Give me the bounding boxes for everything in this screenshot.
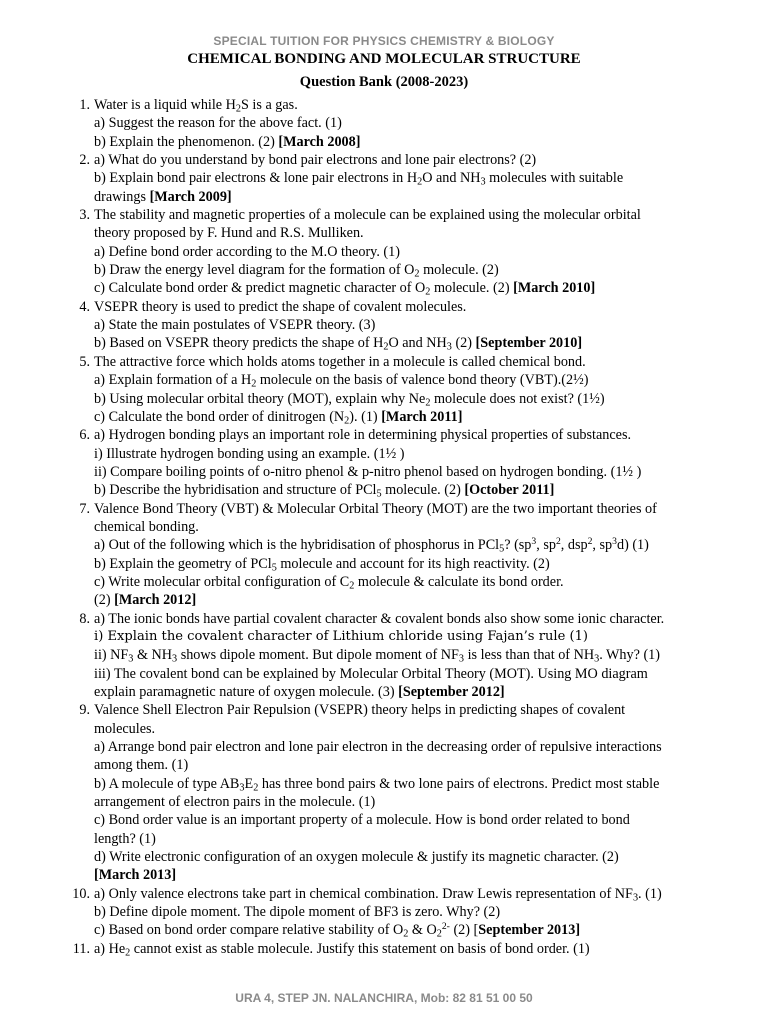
question-text: iii) The covalent bond can be explained by Molecular Orbital Theory (MOT). Using MO diagram	[94, 665, 648, 682]
formula-subscript: 2	[414, 268, 420, 280]
question-text: molecule & calculate its bond order.	[354, 573, 564, 590]
question-text: , sp	[592, 537, 613, 554]
question-text: VSEPR theory is used to predict the shape of covalent molecules.	[94, 298, 467, 315]
question-text: b) Explain the phenomenon. (2)	[94, 133, 279, 150]
exam-session-tag: [September 2010]	[475, 335, 583, 352]
formula-subscript: 2	[251, 378, 257, 390]
question-text: b) Define dipole moment. The dipole moment of BF3 is zero. Why? (2)	[94, 904, 501, 921]
question-text: among them. (1)	[94, 757, 189, 774]
exam-session-tag: [September 2012]	[398, 684, 505, 700]
question-line	[94, 738, 726, 756]
question-text: (2)	[451, 335, 476, 352]
question-line	[94, 683, 726, 701]
formula-subscript: 3	[594, 653, 600, 665]
question-text: molecule. (2)	[430, 280, 514, 297]
question-text: O and NH	[388, 335, 447, 352]
question-line	[94, 334, 726, 352]
question-line	[94, 756, 726, 774]
question-text: a) Hydrogen bonding plays an important role in determining physical properties of substances.	[94, 427, 632, 444]
question-text: arrangement of electron pairs in the molecule. (1)	[94, 794, 376, 811]
question-text: theory proposed by F. Hund and R.S. Mulliken.	[94, 225, 364, 242]
formula-subscript: 3	[239, 782, 245, 794]
question-line	[94, 316, 726, 334]
formula-supscript: 3	[531, 536, 537, 548]
formula-supscript: 2	[555, 536, 561, 548]
formula-supscript: 3	[612, 536, 617, 548]
formula-subscript: 3	[172, 653, 178, 665]
question-line	[94, 133, 726, 151]
exam-session-tag: [March 2009]	[149, 188, 232, 205]
question-number: 11.	[72, 940, 90, 957]
formula-subscript: 2	[425, 397, 431, 409]
question-text: length? (1)	[94, 830, 156, 847]
exam-session-tag: [March 2010]	[513, 280, 596, 297]
question-text: explain paramagnetic nature of oxygen molecule. (3)	[94, 684, 399, 700]
exam-session-tag: [October 2011]	[464, 482, 555, 499]
question-line	[94, 408, 726, 426]
question-line	[94, 866, 726, 884]
question-text: & NH	[133, 647, 173, 664]
question-text: & O	[408, 922, 437, 939]
question-line	[94, 848, 726, 866]
question-text: d) (1)	[616, 537, 649, 554]
question-line	[94, 169, 726, 187]
question-item	[66, 298, 726, 353]
question-line	[94, 610, 726, 628]
exam-session-tag: [March 2013]	[94, 867, 177, 884]
question-number: 6.	[79, 427, 90, 444]
formula-subscript: 2	[417, 176, 423, 188]
formula-subscript: 2	[349, 580, 355, 592]
question-line	[94, 555, 726, 573]
question-text: . Why? (1)	[599, 647, 660, 664]
formula-subscript: 2	[383, 342, 389, 354]
question-item	[66, 701, 726, 884]
question-text: c) Write molecular orbital configuration of C	[94, 573, 350, 590]
question-text: b) Based on VSEPR theory predicts the shape of H	[94, 335, 384, 352]
question-text: a) State the main postulates of VSEPR theory. (3)	[94, 317, 376, 334]
question-text: c) Bond order value is an important property of a molecule. How is bond order related to bond	[94, 812, 630, 829]
question-text: d) Write electronic configuration of an oxygen molecule & justify its magnetic character. (2)	[94, 849, 619, 866]
question-text: a) What do you understand by bond pair electrons and lone pair electrons? (2)	[94, 152, 537, 169]
question-text: Valence Bond Theory (VBT) & Molecular Orbital Theory (MOT) are the two important theories of	[94, 500, 657, 517]
question-line	[94, 940, 726, 958]
question-line	[94, 885, 726, 903]
question-text: b) Using molecular orbital theory (MOT), explain why Ne	[94, 390, 426, 407]
question-text: drawings	[94, 188, 150, 205]
question-line	[94, 646, 726, 664]
question-line	[94, 811, 726, 829]
formula-subscript: 2	[403, 929, 409, 941]
formula-subscript: 5	[376, 488, 382, 500]
question-item	[66, 151, 726, 206]
question-number: 1.	[79, 97, 90, 113]
formula-subscript: 2	[436, 929, 442, 941]
question-line	[94, 426, 726, 444]
question-text: molecule. (2)	[381, 482, 465, 499]
question-line	[94, 371, 726, 389]
question-text: . (1)	[638, 885, 662, 902]
question-text: chemical bonding.	[94, 518, 199, 535]
question-line	[94, 298, 726, 316]
question-line	[94, 96, 726, 114]
question-line	[94, 206, 726, 224]
question-text: b) Explain bond pair electrons & lone pair electrons in H	[94, 170, 418, 187]
question-item	[66, 885, 726, 940]
question-text: molecule and account for its high reactivity. (2)	[276, 555, 550, 572]
formula-subscript: 5	[499, 543, 505, 555]
formula-subscript: 3	[458, 653, 465, 665]
question-line	[94, 188, 726, 206]
question-text: Water is a liquid while H	[94, 97, 236, 113]
question-line	[94, 151, 726, 169]
question-text: c) Calculate bond order & predict magnetic character of O	[94, 280, 426, 297]
question-text: O and NH	[422, 170, 481, 187]
question-line	[94, 830, 726, 848]
question-item	[66, 500, 726, 610]
question-line	[94, 353, 726, 371]
document-subtitle: Question Bank (2008-2023)	[299, 74, 469, 90]
question-text: a) Explain formation of a H	[94, 372, 252, 389]
question-item	[66, 426, 726, 499]
question-line	[94, 536, 726, 554]
question-text: , sp	[536, 537, 556, 554]
question-text: (2)	[94, 592, 115, 609]
question-text: molecule does not exist? (1½)	[430, 390, 605, 407]
question-number: 8.	[79, 610, 90, 627]
question-text: i) Illustrate hydrogen bonding using an example. (1½ )	[94, 445, 405, 462]
formula-subscript: 3	[446, 342, 452, 354]
question-line	[94, 518, 726, 536]
formula-subscript: 2	[125, 947, 131, 959]
institute-header: SPECIAL TUITION FOR PHYSICS CHEMISTRY & BIOLOGY	[213, 34, 555, 48]
question-item	[66, 206, 726, 298]
formula-subscript: 2	[235, 103, 241, 115]
question-number: 10.	[72, 885, 90, 902]
question-text: The attractive force which holds atoms together in a molecule is called chemical bond.	[94, 353, 586, 370]
question-line	[94, 665, 726, 683]
footer-contact: URA 4, STEP JN. NALANCHIRA, Mob: 82 81 51 00 50	[235, 991, 533, 1005]
question-text: a) The ionic bonds have partial covalent character & covalent bonds also show some ionic character.	[94, 610, 665, 627]
question-line	[94, 921, 726, 939]
question-item	[66, 96, 726, 151]
exam-session-tag: [March 2008]	[278, 133, 361, 150]
question-number: 9.	[79, 702, 90, 719]
question-text: (2) [	[449, 922, 479, 939]
question-line	[94, 500, 726, 518]
question-text: b) Explain the geometry of PCl	[94, 555, 272, 572]
question-line	[94, 720, 726, 738]
question-text: b) Describe the hybridisation and structure of PCl	[94, 482, 377, 499]
question-number: 4.	[79, 298, 90, 315]
question-line	[94, 261, 726, 279]
question-text: is less than that of NH	[464, 647, 595, 664]
question-text: ? (sp	[504, 537, 532, 554]
question-text: c) Based on bond order compare relative stability of O	[94, 922, 404, 939]
question-text: ii) Compare boiling points of o-nitro phenol & p-nitro phenol based on hydrogen bonding. (1½ )	[94, 463, 642, 480]
question-text: cannot exist as stable molecule. Justify this statement on basis of bond order. (1)	[130, 940, 590, 957]
question-number: 2.	[79, 152, 90, 169]
exam-session-tag: [March 2012]	[114, 592, 197, 609]
document-title: CHEMICAL BONDING AND MOLECULAR STRUCTURE	[187, 51, 581, 67]
question-text: a) Suggest the reason for the above fact. (1)	[94, 115, 342, 132]
formula-subscript: 2	[425, 286, 431, 298]
question-text: a) Only valence electrons take part in chemical combination. Draw Lewis representation of NF	[94, 885, 633, 902]
question-list	[66, 96, 726, 958]
question-number: 5.	[79, 353, 90, 370]
formula-supscript: 2-	[441, 921, 450, 933]
question-text: i) Explain the covalent character of Lithium chloride using Fajan’s rule (1)	[94, 628, 589, 644]
question-text: The stability and magnetic properties of a molecule can be explained using the molecular orbital	[94, 207, 641, 224]
question-number: 3.	[79, 207, 90, 224]
question-line	[94, 903, 726, 921]
formula-subscript: 3	[128, 653, 134, 665]
question-item	[66, 940, 726, 958]
question-text: a) Out of the following which is the hybridisation of phosphorus in PCl	[94, 537, 500, 554]
formula-subscript: 2	[344, 415, 350, 427]
question-line	[94, 279, 726, 297]
question-text: a) Define bond order according to the M.O theory. (1)	[94, 243, 400, 260]
question-text: S is a gas.	[241, 97, 298, 113]
formula-subscript: 3	[480, 176, 486, 188]
exam-session-tag: [March 2011]	[381, 408, 463, 425]
question-text: molecules with suitable	[485, 170, 624, 187]
question-line	[94, 628, 726, 646]
question-item	[66, 353, 726, 426]
exam-session-tag: September 2013]	[478, 922, 581, 939]
question-text: molecule on the basis of valence bond theory (VBT).(2½)	[256, 372, 589, 389]
question-text: ii) NF	[94, 647, 129, 664]
question-text: ). (1)	[349, 408, 382, 425]
question-line	[94, 463, 726, 481]
question-line	[94, 573, 726, 591]
question-line	[94, 224, 726, 242]
question-number: 7.	[79, 500, 90, 517]
question-text: c) Calculate the bond order of dinitrogen (N	[94, 408, 345, 425]
question-line	[94, 114, 726, 132]
question-text: has three bond pairs & two lone pairs of electrons. Predict most stable	[258, 775, 660, 792]
formula-subscript: 2	[253, 782, 259, 794]
formula-subscript: 3	[632, 892, 639, 904]
question-line	[94, 793, 726, 811]
question-text: Valence Shell Electron Pair Repulsion (VSEPR) theory helps in predicting shapes of covalent	[94, 702, 626, 719]
question-item	[66, 610, 726, 702]
question-line	[94, 445, 726, 463]
question-text: b) Draw the energy level diagram for the formation of O	[94, 262, 415, 279]
question-line	[94, 775, 726, 793]
formula-supscript: 2	[587, 536, 593, 548]
question-text: a) He	[94, 940, 126, 957]
question-line	[94, 591, 726, 609]
question-text: molecule. (2)	[419, 262, 499, 279]
formula-subscript: 5	[271, 562, 277, 574]
question-line	[94, 701, 726, 719]
question-line	[94, 390, 726, 408]
question-line	[94, 481, 726, 499]
question-text: a) Arrange bond pair electron and lone pair electron in the decreasing order of repulsive interactions	[94, 739, 662, 756]
question-text: molecules.	[94, 720, 156, 737]
question-text: b) A molecule of type AB	[94, 775, 240, 792]
question-text: E	[244, 775, 254, 792]
question-line	[94, 243, 726, 261]
question-text: , dsp	[560, 537, 588, 554]
question-text: shows dipole moment. But dipole moment of NF	[177, 647, 459, 664]
